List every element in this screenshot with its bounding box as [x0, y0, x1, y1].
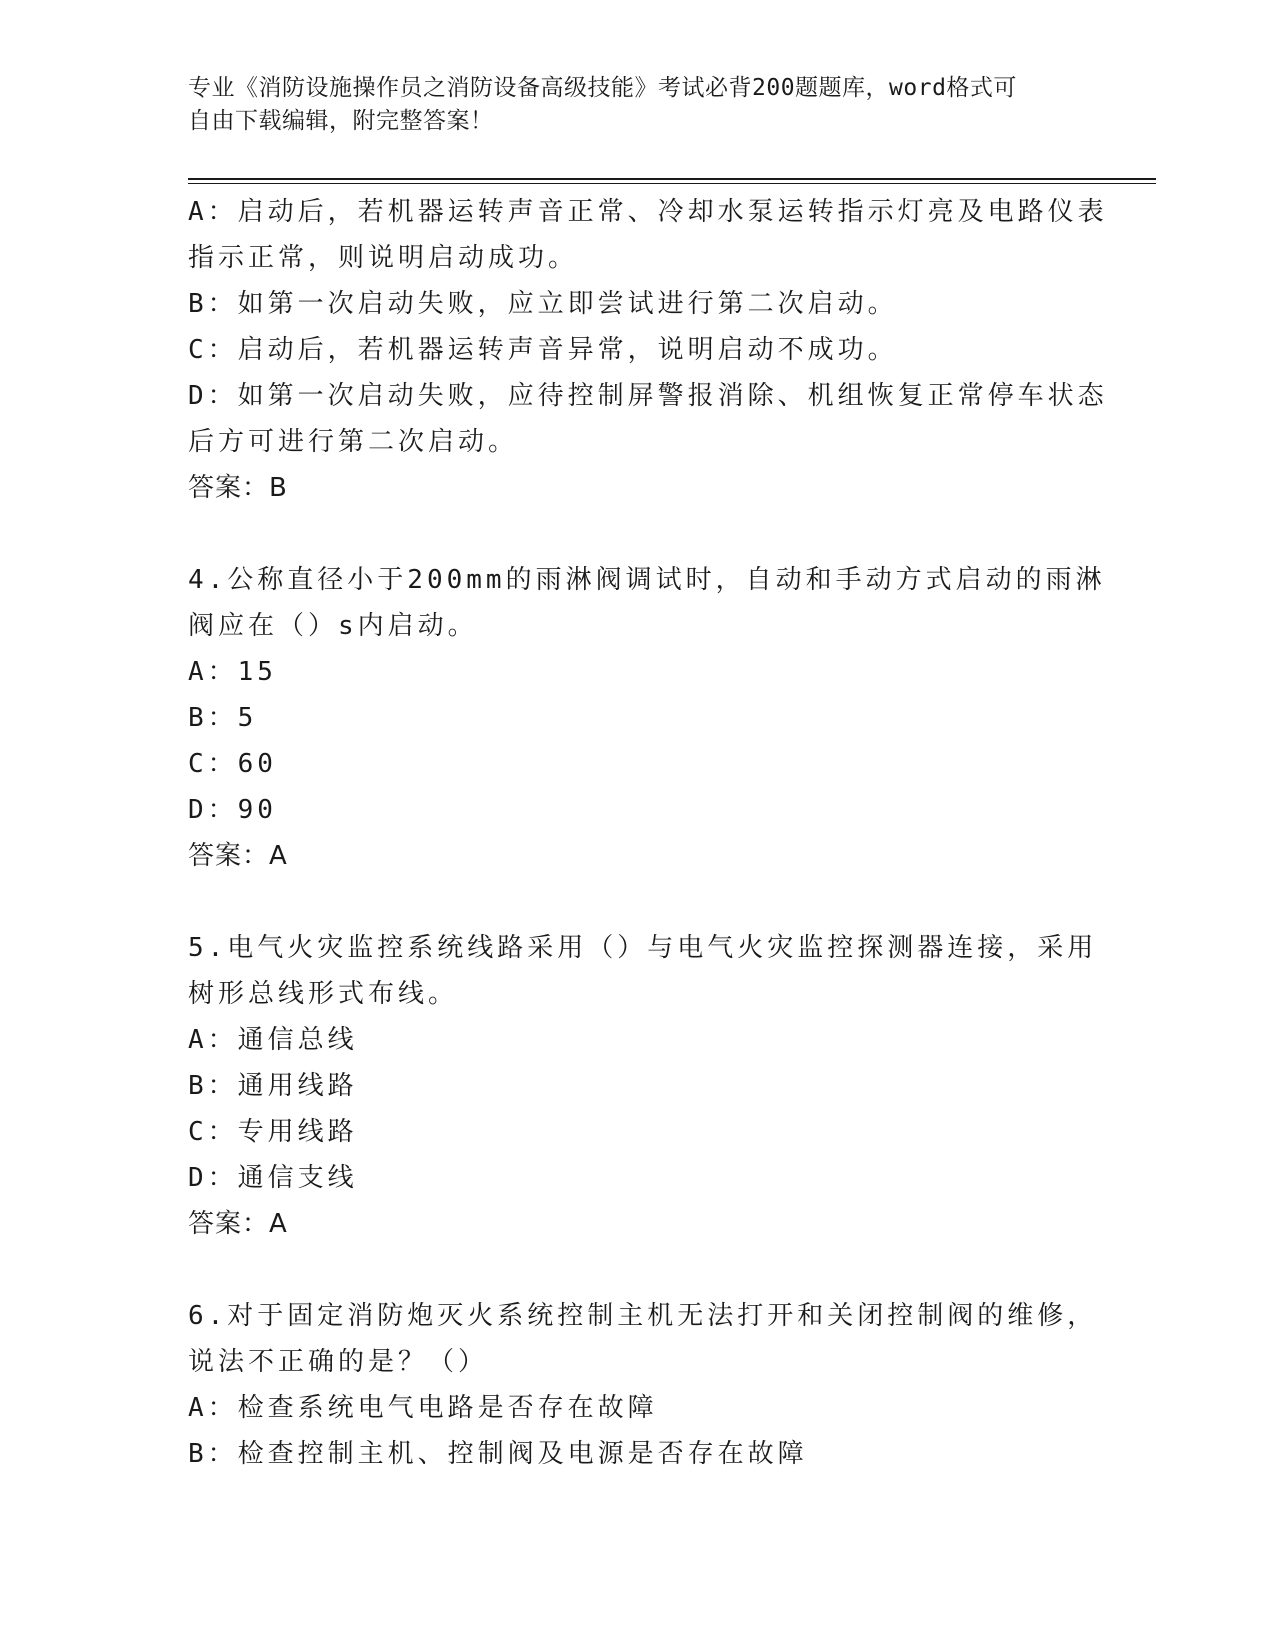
document-body [188, 189, 1108, 1477]
spacer [188, 511, 1088, 557]
q4-stem-line-2: 阀应在（）s内启动。 [188, 611, 478, 641]
question-4-block [188, 557, 1106, 879]
q6-option-b: B：检查控制主机、控制阀及电源是否存在故障 [188, 1439, 808, 1469]
q5-stem-line-2: 树形总线形式布线。 [188, 979, 459, 1009]
spacer [188, 1247, 1088, 1293]
document-header [188, 72, 1078, 138]
q5-stem-line-1: 5.电气火灾监控系统线路采用（）与电气火灾监控探测器连接，采用 [188, 933, 1098, 963]
q3-option-d-line-1: D：如第一次启动失败，应待控制屏警报消除、机组恢复正常停车状态 [188, 381, 1108, 411]
q3-option-d-line-2: 后方可进行第二次启动。 [188, 427, 519, 457]
q5-option-d: D：通信支线 [188, 1163, 358, 1193]
q3-answer: 答案：B [188, 473, 288, 503]
question-5-block [188, 925, 1098, 1247]
q5-answer: 答案：A [188, 1209, 288, 1239]
q4-option-d: D：90 [188, 795, 277, 825]
header-line-1: 专业《消防设施操作员之消防设备高级技能》考试必背200题题库，word格式可 [188, 75, 1017, 101]
header-divider-thin [188, 183, 1156, 184]
q3-option-c: C：启动后，若机器运转声音异常，说明启动不成功。 [188, 335, 898, 365]
question-3-block [188, 189, 1108, 511]
q4-option-c: C：60 [188, 749, 277, 779]
q6-stem-line-1: 6.对于固定消防炮灭火系统控制主机无法打开和关闭控制阀的维修， [188, 1301, 1098, 1331]
q4-stem-line-1: 4.公称直径小于200mm的雨淋阀调试时，自动和手动方式启动的雨淋 [188, 565, 1106, 595]
header-divider-thick [188, 178, 1156, 180]
q4-option-a: A：15 [188, 657, 277, 687]
spacer [188, 879, 1088, 925]
q3-option-b: B：如第一次启动失败，应立即尝试进行第二次启动。 [188, 289, 898, 319]
question-6-block [188, 1293, 1098, 1477]
q5-option-a: A：通信总线 [188, 1025, 358, 1055]
q3-option-a-line-1: A：启动后，若机器运转声音正常、冷却水泵运转指示灯亮及电路仪表 [188, 197, 1108, 227]
q6-option-a: A：检查系统电气电路是否存在故障 [188, 1393, 658, 1423]
q4-answer: 答案：A [188, 841, 288, 871]
q3-option-a-line-2: 指示正常，则说明启动成功。 [188, 243, 579, 273]
q4-option-b: B：5 [188, 703, 258, 733]
q5-option-c: C：专用线路 [188, 1117, 358, 1147]
q5-option-b: B：通用线路 [188, 1071, 358, 1101]
header-line-2: 自由下载编辑，附完整答案！ [188, 108, 494, 134]
q6-stem-line-2: 说法不正确的是？（） [188, 1347, 489, 1377]
